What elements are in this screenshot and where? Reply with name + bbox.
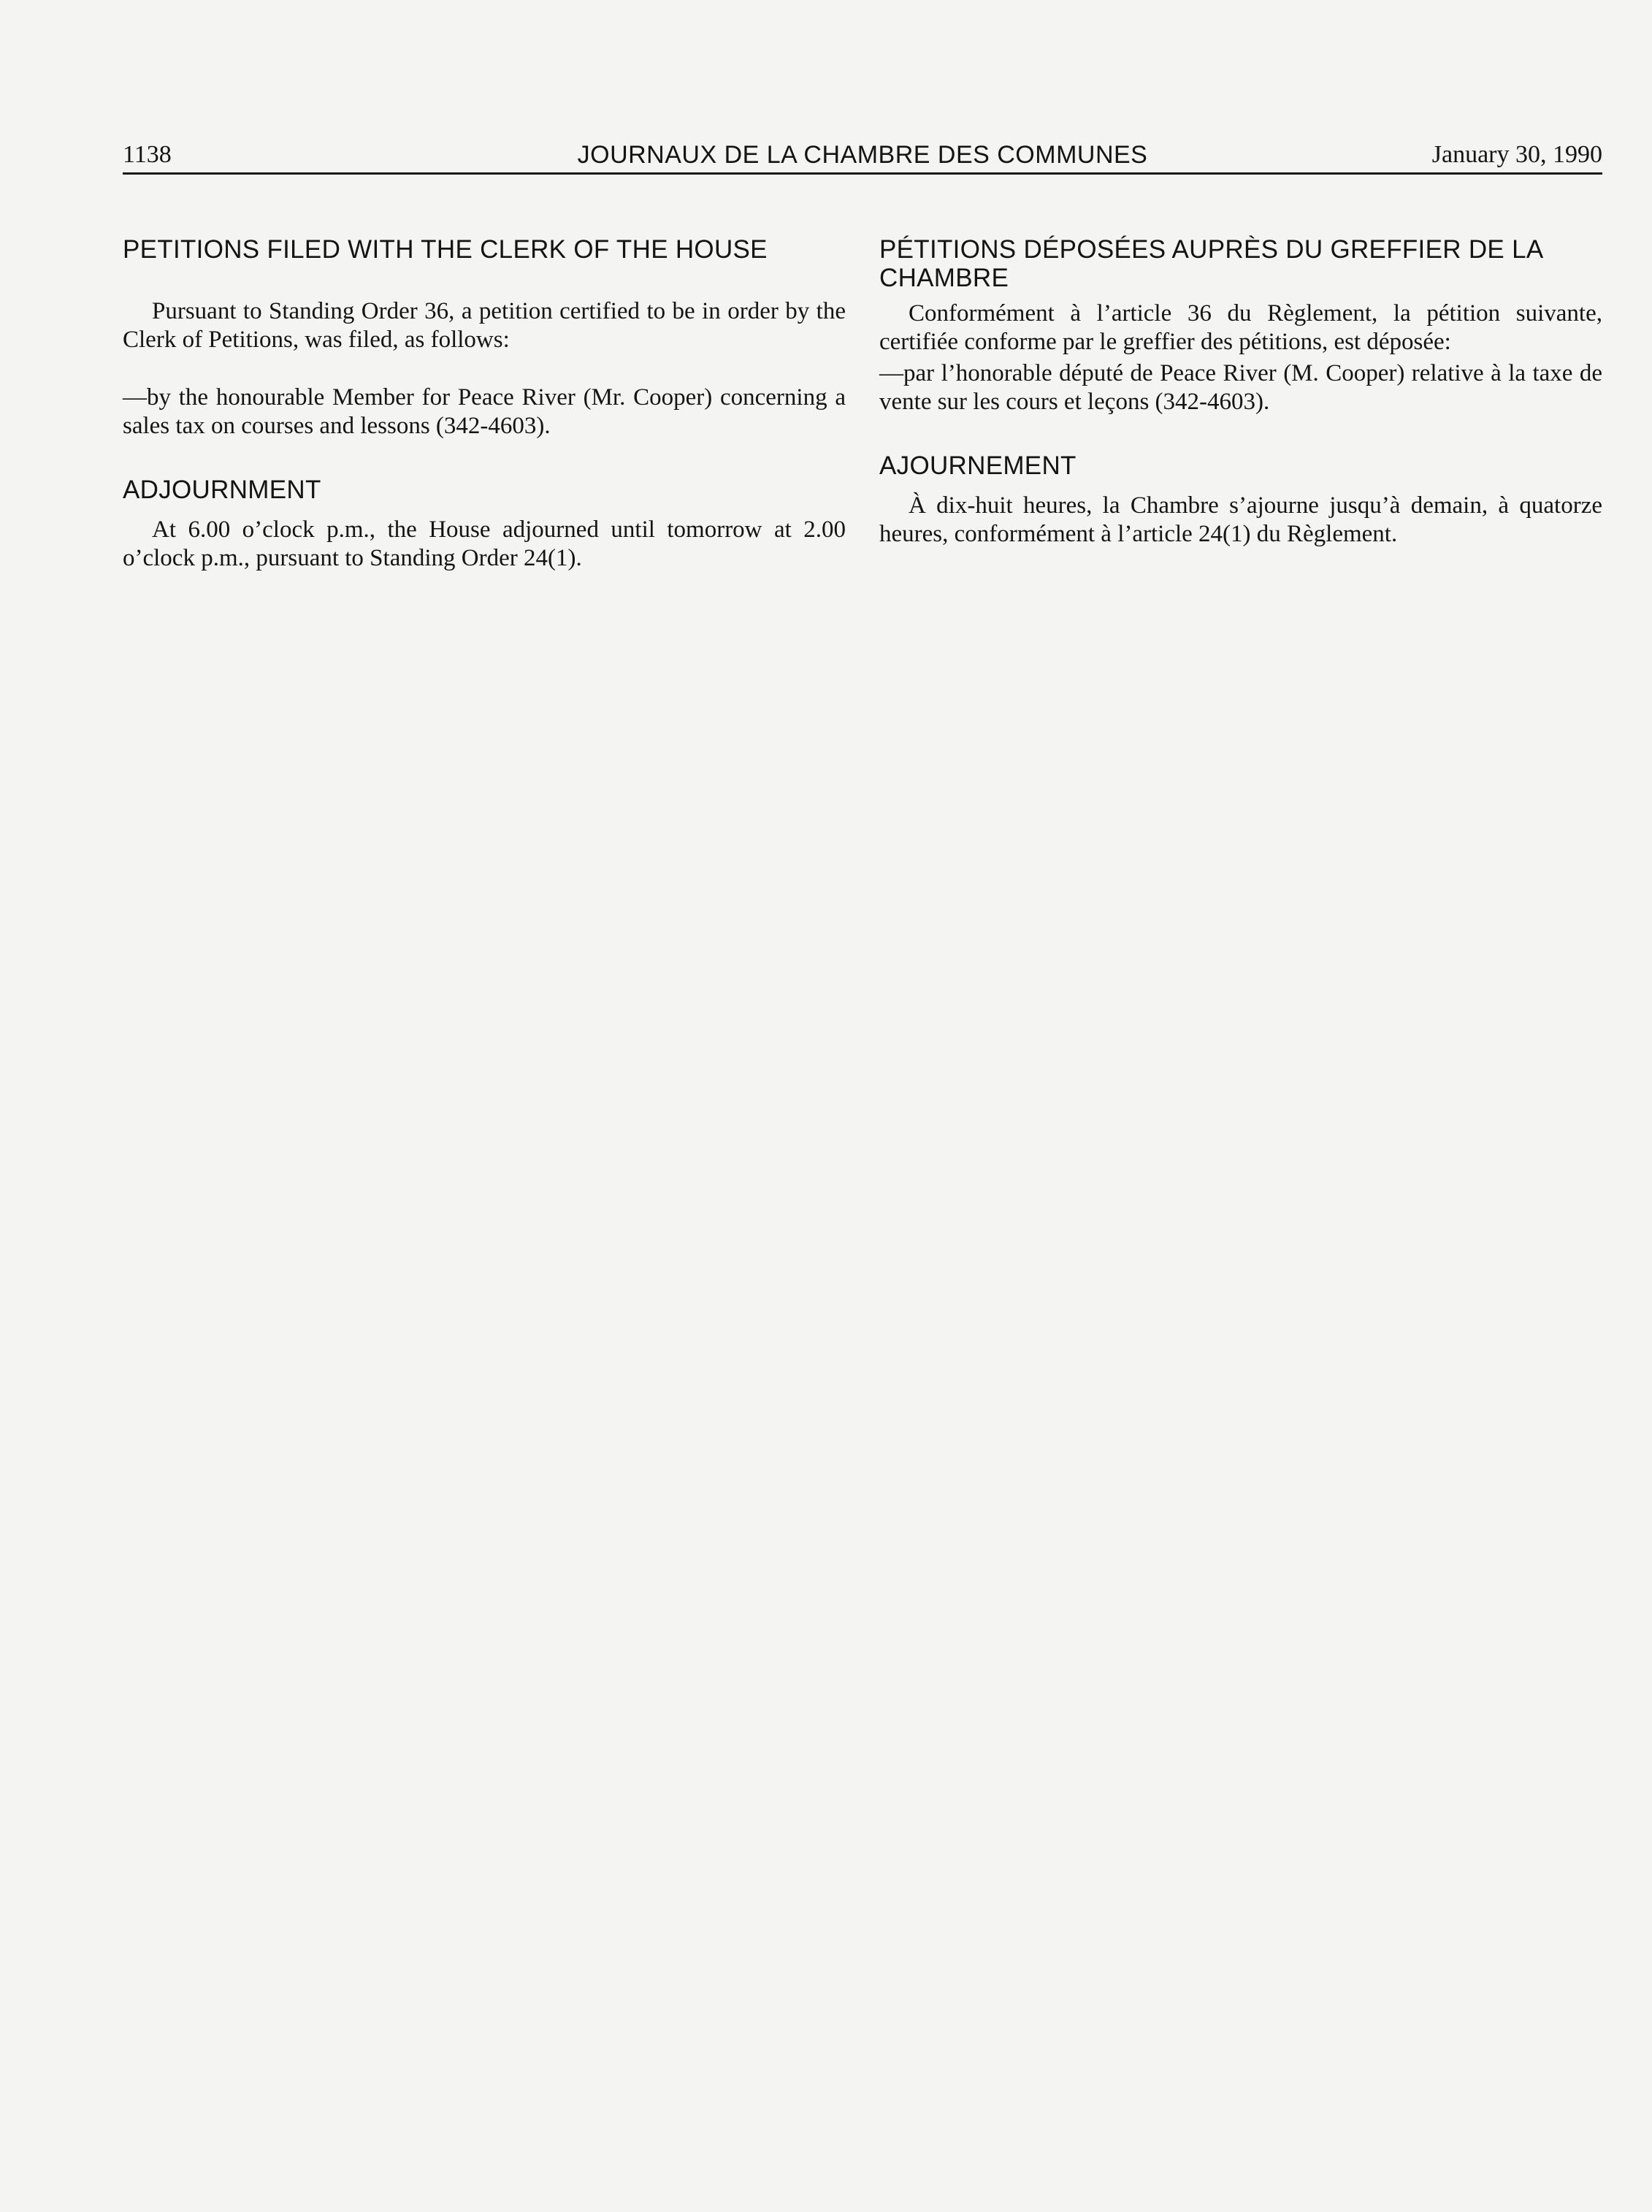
french-column <box>879 235 1602 549</box>
adjournment-text-en: At 6.00 o’clock p.m., the House adjourned until tomorrow at 2.00 o’clock p.m., pursuant to Standing Order 24(1). <box>123 516 846 571</box>
petitions-intro-en: Pursuant to Standing Order 36, a petition certified to be in order by the Clerk of Petitions, was filed, as follows: <box>123 298 846 353</box>
adjournment-text-fr: À dix-huit heures, la Chambre s’ajourne jusqu’à demain, à quatorze heures, conformément à l’article 24(1) du Règlement. <box>879 492 1602 547</box>
petition-item-en: —by the honourable Member for Peace River (Mr. Cooper) concerning a sales tax on courses and lessons (342-4603). <box>123 384 846 439</box>
journal-title: JOURNAUX DE LA CHAMBRE DES COMMUNES <box>577 141 1148 169</box>
header-rule <box>123 172 1602 175</box>
page-number: 1138 <box>123 141 172 168</box>
adjournment-heading-fr: AJOURNEMENT <box>879 451 1077 480</box>
running-head <box>123 136 1602 174</box>
journal-date: January 30, 1990 <box>1431 141 1602 168</box>
english-column <box>123 235 846 573</box>
petitions-intro-fr: Conformément à l’article 36 du Règlement, la pétition suivante, certifiée conforme par le greffier des pétitions, est déposée: <box>879 300 1602 355</box>
petitions-heading-en: PETITIONS FILED WITH THE CLERK OF THE HOUSE <box>123 235 768 264</box>
petitions-heading-fr: PÉTITIONS DÉPOSÉES AUPRÈS DU GREFFIER DE LA CHAMBRE <box>879 235 1542 292</box>
adjournment-heading-en: ADJOURNMENT <box>123 476 321 504</box>
petition-item-fr: —par l’honorable député de Peace River (M. Cooper) relative à la taxe de vente sur les cours et leçons (342-4603). <box>879 360 1602 415</box>
